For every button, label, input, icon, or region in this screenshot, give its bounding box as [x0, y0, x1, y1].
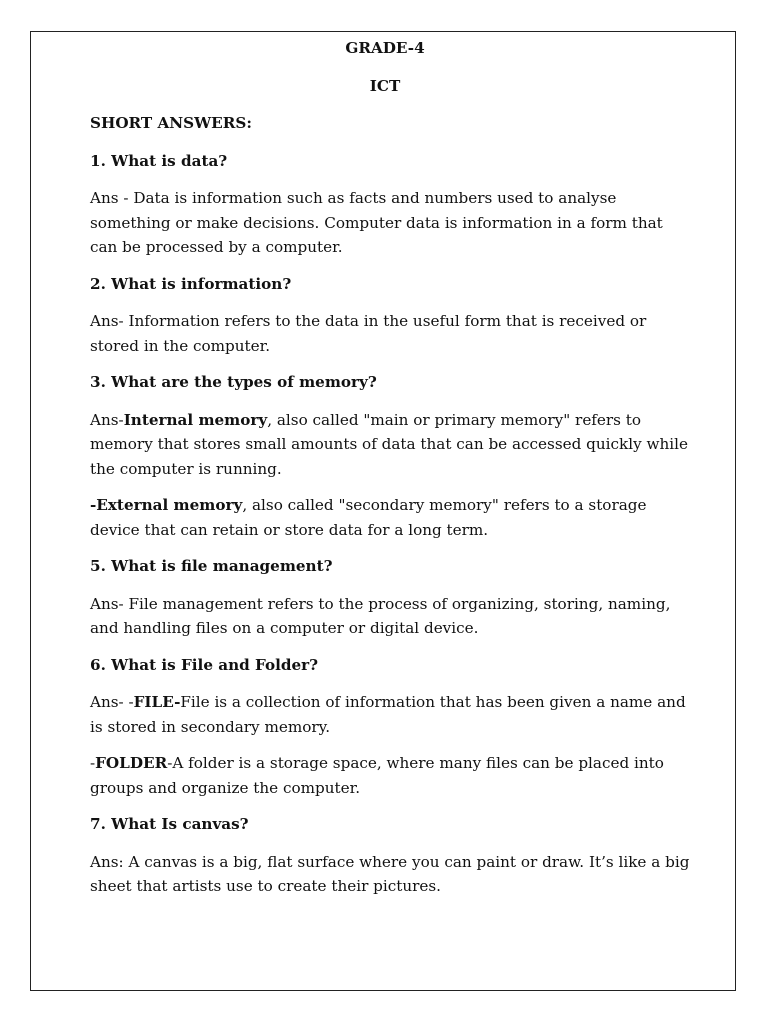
answer-3-prefix: Ans- [90, 410, 124, 429]
question-2: 2. What is information? [90, 274, 292, 293]
answer-6-folder-prefix: - [90, 754, 96, 772]
answer-6-folder [90, 751, 690, 800]
question-1: 1. What is data? [90, 151, 228, 170]
answer-6-folder-text: -A folder is a storage space, where many files can be placed into groups and organize the computer. [90, 754, 664, 797]
file-term: FILE- [133, 693, 181, 711]
answer-3-internal [90, 408, 690, 482]
question-6: 6. What is File and Folder? [90, 655, 319, 674]
answer-6-prefix: Ans- - [90, 693, 134, 711]
folder-term: FOLDER [95, 754, 168, 772]
section-title: SHORT ANSWERS: [90, 114, 252, 132]
answer-3-internal-text: , also called "main or primary memory" refers to memory that stores small amounts of data that can be accessed quickly while the computer is running. [90, 410, 688, 478]
answer-2: Ans- Information refers to the data in the useful form that is received or stored in the computer. [90, 312, 647, 355]
internal-memory-term: Internal memory [123, 410, 268, 429]
answer-7: Ans: A canvas is a big, flat surface where you can paint or draw. It’s like a big sheet that artists use to create their pictures. [90, 852, 690, 895]
question-7: 7. What Is canvas? [90, 815, 249, 833]
answer-3-external-text: , also called "secondary memory" refers to a storage device that can retain or store data for a long term. [90, 496, 647, 539]
question-3: 3. What are the types of memory? [90, 373, 377, 391]
answer-6-file [90, 690, 690, 739]
document-body [90, 36, 690, 911]
subject-title: ICT [369, 76, 401, 95]
question-5: 5. What is file management? [90, 557, 333, 575]
grade-title: GRADE-4 [345, 39, 425, 57]
external-memory-term: -External memory [90, 496, 243, 514]
answer-1: Ans - Data is information such as facts and numbers used to analyse something or make decisions. Computer data is information in a form that can be processed by a computer. [90, 189, 663, 256]
answer-3-external [90, 493, 690, 542]
answer-6-file-text: File is a collection of information that has been given a name and is stored in secondary memory. [90, 693, 686, 736]
answer-5: Ans- File management refers to the process of organizing, storing, naming, and handling files on a computer or digital device. [90, 594, 671, 637]
